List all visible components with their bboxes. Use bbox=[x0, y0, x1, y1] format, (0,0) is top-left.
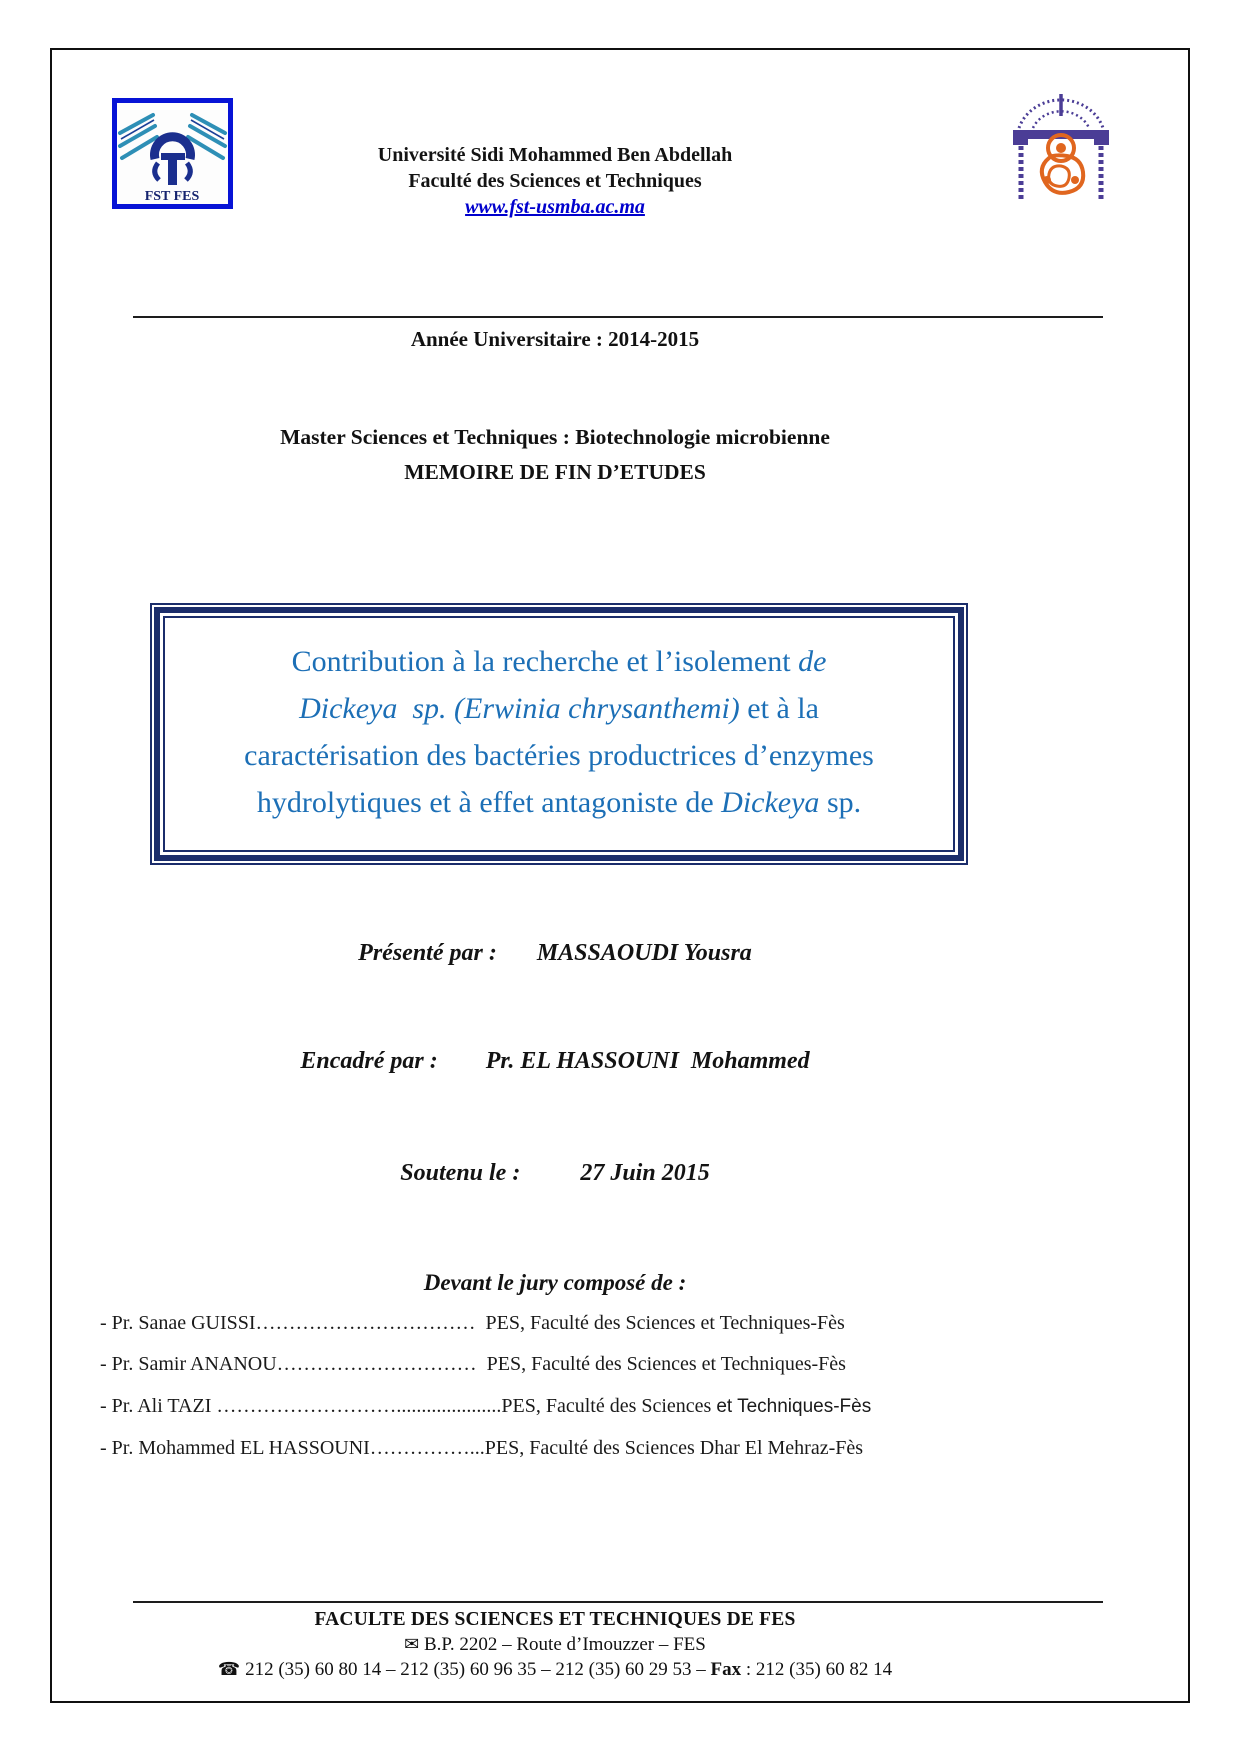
usmba-seal-graphic bbox=[1005, 88, 1117, 216]
phone-icon: ☎ bbox=[217, 1659, 241, 1680]
thesis-title-line-1: Contribution à la recherche et l’isolement de bbox=[291, 645, 827, 678]
thesis-title-box-mid-frame bbox=[154, 607, 964, 861]
footer-address-line bbox=[135, 1634, 975, 1656]
footer-address: B.P. 2202 – Route d’Imouzzer – FES bbox=[419, 1634, 706, 1655]
presented-by-label: Présenté par : bbox=[358, 940, 497, 966]
fst-fes-logo-label: FST FES bbox=[144, 189, 200, 204]
usmba-seal-logo bbox=[1005, 88, 1117, 216]
thesis-title-box bbox=[150, 603, 968, 865]
website-link[interactable]: www.fst-usmba.ac.ma bbox=[465, 196, 645, 218]
program-title: Master Sciences et Techniques : Biotechnologie microbienne bbox=[280, 425, 830, 449]
jury-row: - Pr. Mohammed EL HASSOUNI……………...PES, Faculté des Sciences Dhar El Mehraz-Fès bbox=[100, 1437, 864, 1459]
footer-fax-label: Fax bbox=[710, 1659, 742, 1680]
jury-row: - Pr. Samir ANANOU………………………… PES, Faculté des Sciences et Techniques-Fès bbox=[100, 1353, 846, 1375]
defended-on-value: 27 Juin 2015 bbox=[580, 1160, 710, 1186]
header-block bbox=[135, 142, 975, 220]
thesis-title-box-inner-frame bbox=[163, 616, 955, 852]
footer-fax-number: : 212 (35) 60 82 14 bbox=[741, 1659, 893, 1680]
faculty-name: Faculté des Sciences et Techniques bbox=[408, 170, 702, 192]
supervised-by-row bbox=[135, 1048, 975, 1075]
defended-on-row bbox=[135, 1160, 975, 1187]
presented-by-value: MASSAOUDI Yousra bbox=[536, 940, 752, 966]
thesis-title-line-4: hydrolytiques et à effet antagoniste de Dickeya sp. bbox=[256, 786, 862, 819]
supervised-by-label: Encadré par : bbox=[300, 1048, 438, 1074]
footer-separator-line bbox=[133, 1601, 1103, 1603]
academic-year: Année Universitaire : 2014-2015 bbox=[410, 327, 700, 351]
jury-row: - Pr. Ali TAZI ……………………….....................PES, Faculté des Sciences et Techniques-Fès bbox=[100, 1395, 872, 1417]
supervised-by-value: Pr. EL HASSOUNI Mohammed bbox=[485, 1048, 810, 1074]
header-separator-line bbox=[133, 316, 1103, 318]
footer-phones-line bbox=[135, 1659, 975, 1681]
jury-row: - Pr. Sanae GUISSI…………………………… PES, Faculté des Sciences et Techniques-Fès bbox=[100, 1312, 845, 1334]
program-block bbox=[135, 420, 975, 490]
presented-by-row bbox=[135, 940, 975, 967]
footer-faculty-name: FACULTE DES SCIENCES ET TECHNIQUES DE FES bbox=[314, 1609, 796, 1630]
mail-icon: ✉ bbox=[404, 1634, 420, 1655]
thesis-title-line-2: Dickeya sp. (Erwinia chrysanthemi) et à la bbox=[299, 692, 819, 725]
university-name: Université Sidi Mohammed Ben Abdellah bbox=[377, 144, 733, 166]
footer-phone-numbers: 212 (35) 60 80 14 – 212 (35) 60 96 35 – 212 (35) 60 29 53 – bbox=[240, 1659, 711, 1680]
defended-on-label: Soutenu le : bbox=[400, 1160, 521, 1186]
thesis-title-line-3: caractérisation des bactéries productrices d’enzymes bbox=[244, 739, 874, 772]
jury-heading: Devant le jury composé de : bbox=[423, 1270, 687, 1295]
document-type: MEMOIRE DE FIN D’ETUDES bbox=[404, 460, 706, 484]
